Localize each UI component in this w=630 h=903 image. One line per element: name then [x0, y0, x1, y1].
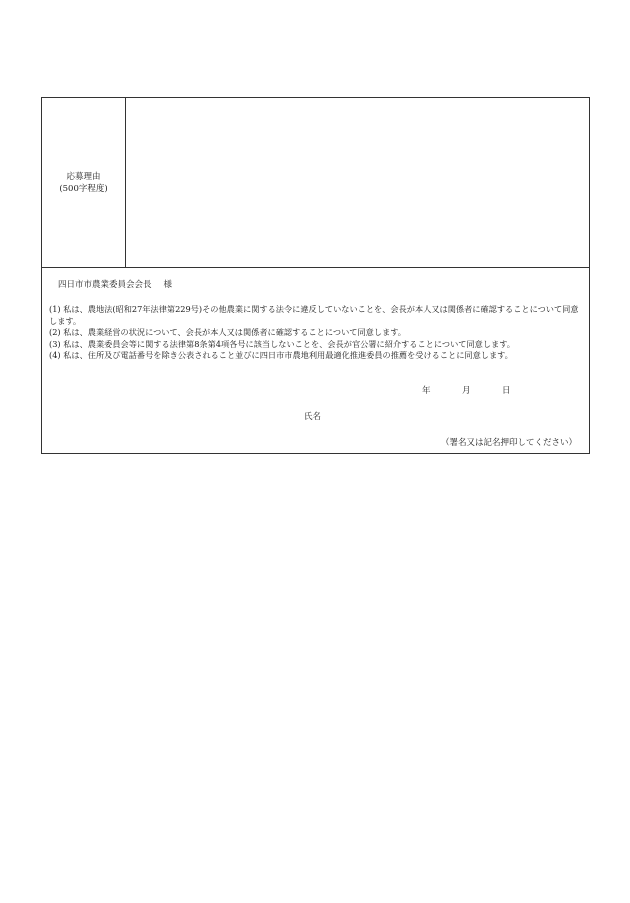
- consent-list: [49, 304, 585, 362]
- addressee: [58, 278, 172, 290]
- reason-content-field[interactable]: [126, 98, 589, 267]
- reason-length-note: (500字程度): [59, 183, 108, 194]
- date-line: [422, 384, 511, 396]
- date-month-label: 月: [462, 386, 471, 396]
- date-year-label: 年: [422, 386, 431, 396]
- consent-item-3: (3) 私は、農業委員会等に関する法律第8条第4項各号に該当しないことを、会長が官公署に紹介することについて同意します。: [49, 338, 515, 349]
- application-form: [41, 97, 590, 454]
- date-day-label: 日: [502, 386, 511, 396]
- reason-label-cell: [42, 98, 126, 267]
- reason-label: 応募理由: [66, 171, 101, 182]
- consent-section: [42, 268, 589, 454]
- name-label: 氏名: [304, 412, 322, 422]
- consent-item-1: (1) 私は、農地法(昭和27年法律第229号)その他農業に関する法令に違反していないことを、会長が本人又は関係者に確認することについて同意します。: [49, 304, 579, 326]
- addressee-honorific: 様: [163, 280, 173, 290]
- consent-item-4: (4) 私は、住所及び電話番号を除き公表されること並びに四日市市農地利用最適化推進委員の推薦を受けることに同意します。: [49, 350, 513, 360]
- reason-row: [42, 98, 589, 268]
- signature-note: （署名又は記名押印してください）: [440, 438, 577, 448]
- addressee-name: 四日市市農業委員会会長: [58, 280, 152, 290]
- consent-item-2: (2) 私は、農業経営の状況について、会長が本人又は関係者に確認することについて同意します。: [49, 327, 406, 337]
